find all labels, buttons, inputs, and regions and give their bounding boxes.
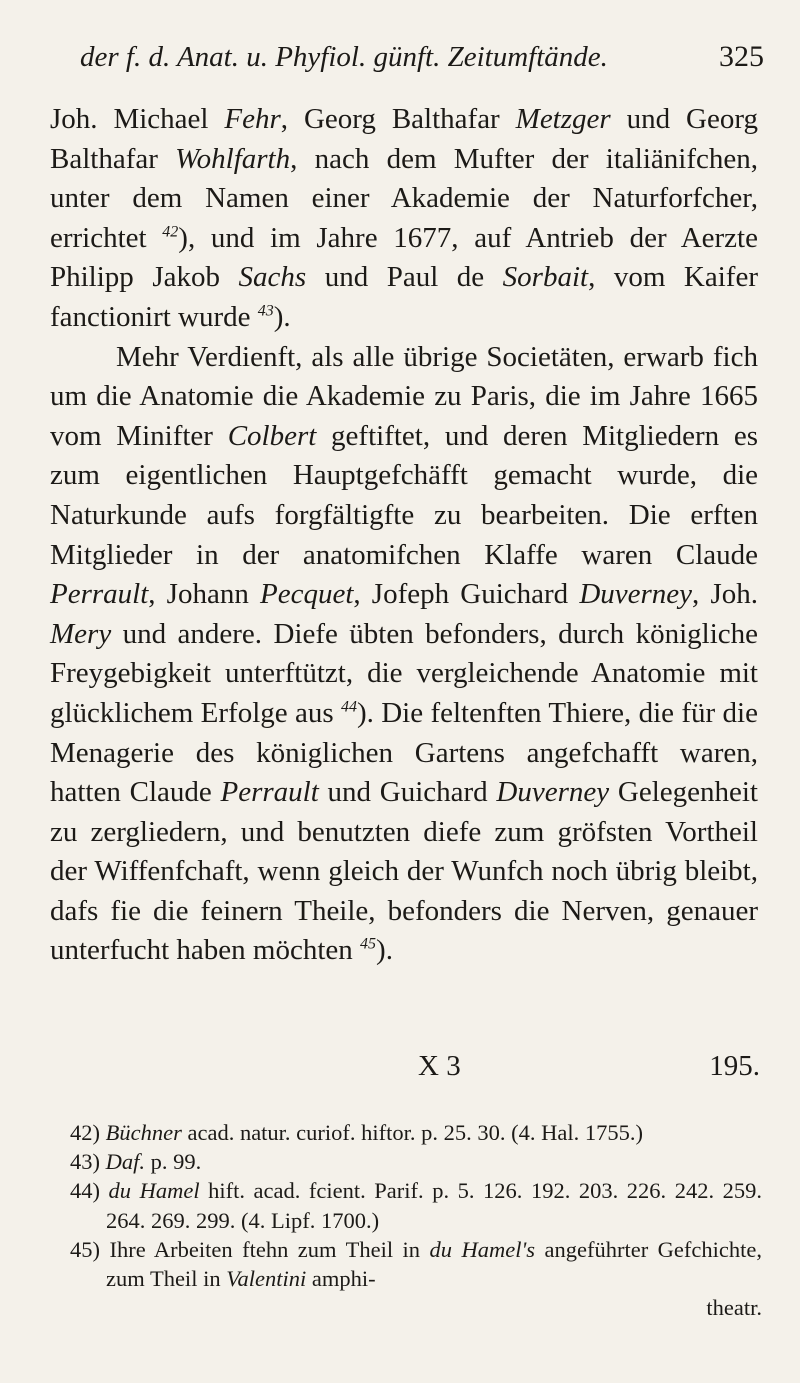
text-run: und Paul de (306, 261, 503, 294)
paragraph (50, 338, 758, 972)
text-run: und andere. Diefe übten befonders, durch königliche Freygebigkeit unterftützt, die vergleichende Anatomie mit glücklichem Erfolge aus (50, 617, 758, 729)
italic-name: Sachs (238, 261, 307, 294)
italic-name: Perrault (220, 776, 319, 809)
running-head (80, 40, 764, 74)
text-run: ). (273, 300, 291, 333)
text-run: 44) (70, 1178, 109, 1204)
catchword: 195. (709, 1050, 760, 1082)
text-run: Mehr Verdienft, als alle übrige Societäten, erwarb fich um die Anatomie die Akademie zu Paris, die im Jahre 1665 vom Minifter (50, 340, 758, 452)
text-run: 45) Ihre Arbeiten ftehn zum Theil in (70, 1236, 430, 1262)
footnote-reference: 42 (162, 223, 179, 241)
italic-name: du Hamel's (429, 1236, 536, 1262)
text-run: p. 99. (145, 1149, 202, 1175)
catchline (50, 1050, 760, 1090)
page-number: 325 (719, 40, 764, 73)
text-run: acad. natur. curiof. hiftor. p. 25. 30. (4. Hal. 1755.) (181, 1120, 643, 1145)
text-run: angeführter Gefchichte, zum Theil in (106, 1236, 762, 1292)
text-run: und Guichard (318, 776, 497, 809)
text-run: Joh. Michael (50, 103, 225, 135)
text-run: , vom Kaifer fanctionirt wurde (50, 261, 758, 333)
footnote (70, 1147, 762, 1176)
italic-name: Metzger (515, 103, 611, 135)
text-run: , Jofeph Guichard (353, 578, 580, 611)
footnote (70, 1118, 762, 1147)
text-run: und Georg Balthafar (50, 103, 758, 175)
italic-name: Pecquet (260, 578, 354, 611)
footnote (70, 1235, 762, 1323)
italic-name: Valentini (226, 1266, 307, 1292)
running-title: der f. d. Anat. u. Phyfiol. günft. Zeitumftände. (80, 41, 608, 73)
text-run: 42) (70, 1120, 106, 1145)
text-run: Gelegenheit zu zergliedern, und benutzten diefe zum gröfsten Vortheil der Wiffenfchaft, wenn gleich der Wunfch noch übrig bleibt, dafs fie die feinern Theile, befonders die Nerven, genauer unterfucht haben möchten (50, 776, 758, 967)
footnote-reference: 45 (360, 935, 377, 953)
italic-name: Duverney (496, 776, 610, 809)
italic-name: du Hamel (108, 1178, 200, 1204)
italic-name: Mery (50, 617, 112, 650)
italic-name: Wohlfarth (175, 142, 291, 175)
text-run: 43) (70, 1149, 106, 1175)
paragraph (50, 100, 758, 338)
text-run: ). (376, 934, 393, 967)
footnote-reference: 43 (257, 302, 274, 320)
text-run: amphi- (306, 1266, 376, 1292)
footnote-last-line: theatr. (706, 1295, 762, 1321)
text-run: , nach dem Mufter der italiänifchen, unter dem Namen einer Akademie der Naturforfcher, errichtet (50, 142, 758, 254)
italic-name: Perrault (50, 578, 149, 611)
text-run: geftiftet, und deren Mitgliedern es zum eigentlichen Hauptgefchäfft gemacht wurde, die Naturkunde aufs forgfältigfte zu bearbeiten. Die erften Mitglieder in der anatomifchen Klaffe waren Claude (50, 419, 759, 571)
text-run: ), und im Jahre 1677, auf Antrieb der Aerzte Philipp Jakob (50, 221, 758, 294)
text-run: , Johann (148, 578, 260, 611)
footnote (70, 1176, 762, 1234)
body-text (50, 100, 758, 971)
italic-name: Fehr (224, 103, 281, 135)
footnote-reference: 44 (340, 698, 357, 716)
italic-name: Sorbait (502, 261, 589, 294)
text-run: ). Die feltenften Thiere, die für die Menagerie des königlichen Gartens angefchafft waren, hatten Claude (50, 696, 758, 809)
italic-name: Büchner (105, 1120, 182, 1145)
footnotes (70, 1118, 762, 1322)
text-run: , Joh. (692, 578, 758, 611)
italic-name: Duverney (579, 578, 693, 611)
signature-mark: X 3 (418, 1050, 461, 1082)
text-run: hift. acad. fcient. Parif. p. 5. 126. 192. 203. 226. 242. 259. 264. 269. 299. (4. Lipf. 1700.) (106, 1178, 762, 1233)
italic-name: Daf. (105, 1149, 145, 1175)
text-run: , Georg Balthafar (280, 103, 516, 135)
italic-name: Colbert (227, 419, 317, 452)
